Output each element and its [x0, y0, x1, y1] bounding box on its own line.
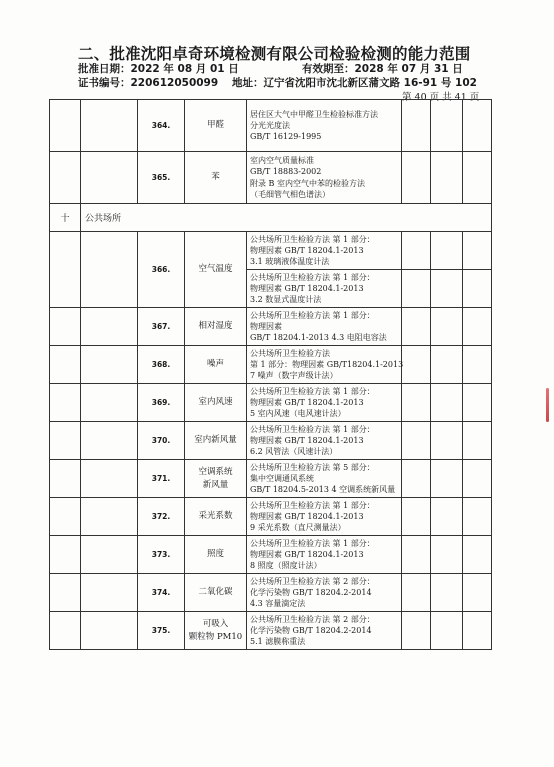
trail-empty-cell [402, 232, 431, 270]
table-row [50, 612, 492, 650]
lead-empty-cell [81, 612, 138, 650]
trail-empty-cell [402, 460, 431, 498]
trail-empty-cell [431, 270, 463, 308]
method-line: 公共场所卫生检验方法 第 5 部分： [250, 462, 375, 472]
parameter-line: 照度 [206, 549, 224, 559]
method-line: 3.1 玻璃液体温度计法 [250, 257, 330, 267]
trail-empty-cell [431, 384, 463, 422]
parameter-cell [185, 232, 247, 308]
method-line: 6.2 风管法（风速计法） [250, 447, 338, 457]
trail-empty-cell [402, 308, 431, 346]
parameter-line: 可吸入 [202, 618, 229, 629]
method-line: 室内空气质量标准 [250, 156, 314, 166]
parameter-line: 采光系数 [198, 511, 233, 521]
trail-empty-cell [431, 232, 463, 270]
parameter-line: 空气温度 [198, 264, 233, 274]
trail-empty-cell [463, 152, 492, 204]
parameter-line: 二氧化碳 [198, 587, 233, 597]
parameter-cell [185, 346, 247, 384]
parameter-line: 苯 [211, 172, 220, 182]
trail-empty-cell [402, 270, 431, 308]
trail-empty-cell [463, 346, 492, 384]
method-line: GB/T 16129-1995 [250, 132, 322, 142]
table-row [50, 308, 492, 346]
method-line: 4.3 容量滴定法 [250, 599, 306, 609]
trail-empty-cell [431, 308, 463, 346]
trail-empty-cell [431, 498, 463, 536]
method-line: 公共场所卫生检验方法 第 1 部分： [250, 500, 375, 510]
trail-empty-cell [431, 612, 463, 650]
lead-empty-cell [50, 308, 81, 346]
method-line: 公共场所卫生检验方法 [250, 348, 330, 358]
method-line: 8 照度（照度计法） [250, 561, 322, 571]
valid-date-label: 有效期至： [302, 63, 355, 75]
method-line: 5.1 滤膜称重法 [250, 637, 306, 647]
address-value: 辽宁省沈阳市沈北新区蒲文路 16-91 号 102 [263, 77, 477, 89]
lead-empty-cell [50, 574, 81, 612]
method-cell [247, 498, 402, 536]
trail-empty-cell [431, 422, 463, 460]
item-number: 372. [138, 498, 185, 536]
trail-empty-cell [402, 612, 431, 650]
method-line: 分光光度法 [250, 120, 290, 130]
method-cell [247, 152, 402, 204]
method-cell [247, 384, 402, 422]
item-number: 371. [138, 460, 185, 498]
trail-empty-cell [402, 346, 431, 384]
table-row [50, 100, 492, 152]
method-cell [247, 232, 402, 270]
trail-empty-cell [402, 100, 431, 152]
approve-date-label: 批准日期： [78, 63, 131, 75]
lead-empty-cell [50, 460, 81, 498]
parameter-cell [185, 612, 247, 650]
trail-empty-cell [431, 460, 463, 498]
method-line: 公共场所卫生检验方法 第 1 部分： [250, 424, 375, 434]
item-number: 370. [138, 422, 185, 460]
item-number: 366. [138, 232, 185, 308]
table-row [50, 346, 492, 384]
lead-empty-cell [81, 346, 138, 384]
item-number: 373. [138, 536, 185, 574]
method-line: GB/T 18204.1-2013 4.3 电阻电容法 [250, 333, 387, 343]
page-number: 第 40 页 共 41 页 [402, 92, 480, 103]
lead-empty-cell [81, 536, 138, 574]
parameter-line: 颗粒物 PM10 [188, 631, 243, 642]
lead-empty-cell [81, 498, 138, 536]
method-line: 物理因素 GB/T 18204.1-2013 [250, 511, 364, 521]
table-row [50, 152, 492, 204]
parameter-cell [185, 308, 247, 346]
table-row [50, 498, 492, 536]
table-row [50, 574, 492, 612]
method-line: 物理因素 [250, 321, 282, 331]
trail-empty-cell [463, 308, 492, 346]
method-cell [247, 612, 402, 650]
trail-empty-cell [463, 270, 492, 308]
cert-number-value: 220612050099 [130, 77, 219, 89]
item-number: 368. [138, 346, 185, 384]
method-line: 集中空调通风系统 [250, 473, 314, 483]
lead-empty-cell [81, 100, 138, 152]
method-cell [247, 536, 402, 574]
method-line: 9 采光系数（直尺测量法） [250, 523, 346, 533]
lead-empty-cell [50, 612, 81, 650]
method-line: GB/T 18204.5-2013 4 空调系统新风量 [250, 485, 396, 495]
table-row [50, 460, 492, 498]
parameter-line: 室内风速 [198, 397, 233, 407]
page-title: 二、批准沈阳卓奇环境检测有限公司检验检测的能力范围 [78, 45, 471, 63]
method-line: 3.2 数显式温度计法 [250, 295, 322, 305]
parameter-cell [185, 384, 247, 422]
lead-empty-cell [50, 498, 81, 536]
parameter-line: 空调系统 [198, 466, 233, 477]
lead-empty-cell [50, 384, 81, 422]
trail-empty-cell [463, 536, 492, 574]
method-line: 公共场所卫生检验方法 第 1 部分： [250, 272, 375, 282]
trail-empty-cell [402, 574, 431, 612]
method-line: （毛细管气相色谱法） [250, 189, 330, 199]
approve-date [78, 61, 239, 76]
address [232, 75, 477, 90]
lead-empty-cell [50, 100, 81, 152]
trail-empty-cell [402, 422, 431, 460]
method-line: 7 噪声（数字声级计法） [250, 371, 338, 381]
table-row [50, 536, 492, 574]
table-row [50, 384, 492, 422]
method-line: 公共场所卫生检验方法 第 1 部分： [250, 234, 375, 244]
parameter-line: 室内新风量 [194, 435, 237, 445]
trail-empty-cell [431, 100, 463, 152]
trail-empty-cell [431, 152, 463, 204]
item-number: 369. [138, 384, 185, 422]
trail-empty-cell [402, 536, 431, 574]
parameter-cell [185, 152, 247, 204]
parameter-cell [185, 574, 247, 612]
item-number: 375. [138, 612, 185, 650]
trail-empty-cell [463, 574, 492, 612]
valid-date [302, 61, 463, 76]
method-line: 公共场所卫生检验方法 第 1 部分： [250, 386, 375, 396]
lead-empty-cell [81, 308, 138, 346]
method-line: 公共场所卫生检验方法 第 2 部分： [250, 576, 375, 586]
method-line: 公共场所卫生检验方法 第 2 部分： [250, 614, 375, 624]
lead-empty-cell [50, 152, 81, 204]
method-line: GB/T 18883-2002 [250, 167, 322, 177]
cert-number [78, 75, 218, 90]
item-number: 365. [138, 152, 185, 204]
category-name: 公共场所 [81, 204, 492, 232]
lead-empty-cell [81, 384, 138, 422]
method-cell [247, 422, 402, 460]
method-line: 物理因素 GB/T 18204.1-2013 [250, 283, 364, 293]
lead-empty-cell [81, 422, 138, 460]
lead-empty-cell [81, 460, 138, 498]
parameter-cell [185, 100, 247, 152]
table-row [50, 422, 492, 460]
item-number: 367. [138, 308, 185, 346]
parameter-cell [185, 498, 247, 536]
trail-empty-cell [463, 612, 492, 650]
trail-empty-cell [463, 100, 492, 152]
parameter-line: 甲醛 [206, 120, 224, 130]
valid-date-value: 2028 年 07 月 31 日 [354, 63, 463, 75]
capability-table [49, 99, 492, 650]
trail-empty-cell [463, 232, 492, 270]
category-number: 十 [50, 204, 81, 232]
category-row [50, 204, 492, 232]
method-cell [247, 100, 402, 152]
lead-empty-cell [50, 536, 81, 574]
lead-empty-cell [81, 232, 138, 308]
trail-empty-cell [431, 574, 463, 612]
trail-empty-cell [402, 152, 431, 204]
approve-date-value: 2022 年 08 月 01 日 [130, 63, 239, 75]
method-line: 物理因素 GB/T 18204.1-2013 [250, 435, 364, 445]
method-line: 物理因素 GB/T 18204.1-2013 [250, 549, 364, 559]
lead-empty-cell [50, 232, 81, 308]
parameter-line: 新风量 [202, 479, 229, 490]
method-cell [247, 270, 402, 308]
seal-mark [546, 388, 549, 422]
item-number: 374. [138, 574, 185, 612]
lead-empty-cell [50, 346, 81, 384]
method-cell [247, 346, 402, 384]
trail-empty-cell [463, 422, 492, 460]
method-line: 化学污染物 GB/T 18204.2-2014 [250, 625, 372, 635]
lead-empty-cell [81, 152, 138, 204]
cert-number-label: 证书编号： [78, 77, 131, 89]
method-line: 物理因素 GB/T 18204.1-2013 [250, 245, 364, 255]
lead-empty-cell [81, 574, 138, 612]
method-line: 居住区大气中甲醛卫生检验标准方法 [250, 109, 378, 119]
item-number: 364. [138, 100, 185, 152]
trail-empty-cell [463, 384, 492, 422]
method-line: 公共场所卫生检验方法 第 1 部分： [250, 310, 375, 320]
trail-empty-cell [402, 498, 431, 536]
parameter-line: 相对湿度 [198, 321, 233, 331]
method-line: 物理因素 GB/T 18204.1-2013 [250, 397, 364, 407]
parameter-line: 噪声 [206, 359, 224, 369]
table-row [50, 232, 492, 270]
parameter-cell [185, 536, 247, 574]
trail-empty-cell [431, 346, 463, 384]
method-cell [247, 460, 402, 498]
method-cell [247, 308, 402, 346]
parameter-cell [185, 460, 247, 498]
method-line: 附录 B 室内空气中苯的检验方法 [250, 178, 365, 188]
trail-empty-cell [463, 460, 492, 498]
method-cell [247, 574, 402, 612]
method-line: 化学污染物 GB/T 18204.2-2014 [250, 587, 372, 597]
method-line: 5 室内风速（电风速计法） [250, 409, 346, 419]
address-label: 地址： [232, 77, 264, 89]
trail-empty-cell [431, 536, 463, 574]
trail-empty-cell [463, 498, 492, 536]
trail-empty-cell [402, 384, 431, 422]
parameter-cell [185, 422, 247, 460]
method-line: 公共场所卫生检验方法 第 1 部分： [250, 538, 375, 548]
lead-empty-cell [50, 422, 81, 460]
method-line: 第 1 部分：物理因素 GB/T18204.1-2013 [250, 359, 404, 369]
